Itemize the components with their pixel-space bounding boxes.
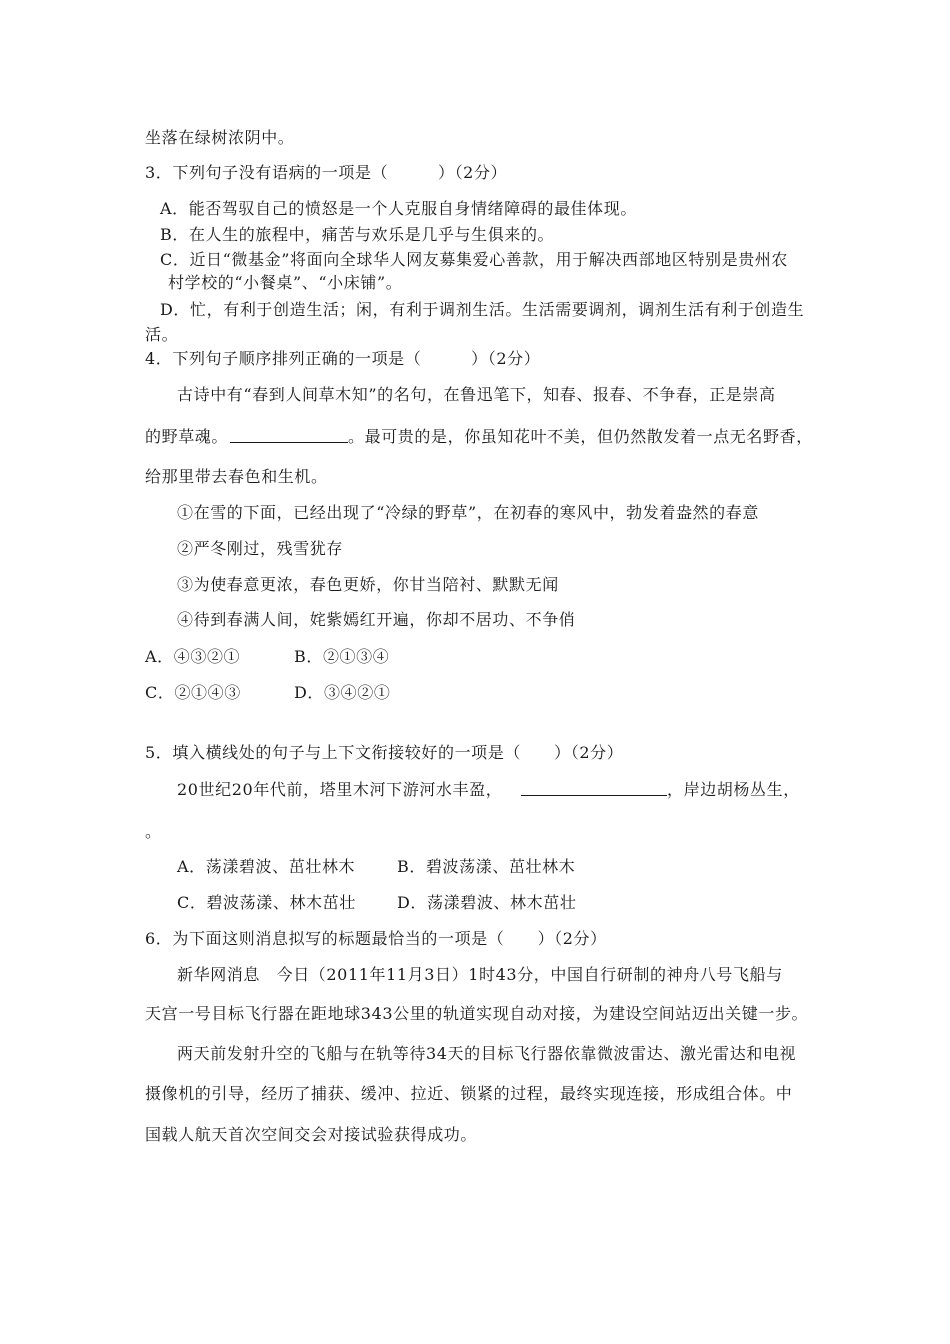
q5-option-b: B．碧波荡漾、茁壮林木 xyxy=(397,857,576,876)
q5-option-d: D．荡漾碧波、林木茁壮 xyxy=(397,893,577,912)
q6-stem: 6．为下面这则消息拟写的标题最恰当的一项是（ ）（2分） xyxy=(145,929,607,948)
q5-option-c: C．碧波荡漾、林木茁壮 xyxy=(177,893,356,912)
q6-passage-line3: 两天前发射升空的飞船与在轨等待34天的目标飞行器依靠微波雷达、激光雷达和电视 xyxy=(177,1044,797,1063)
q4-passage-line2-before: 的野草魂。 xyxy=(145,427,229,446)
q6-passage-line4: 摄像机的引导，经历了捕获、缓冲、拉近、锁紧的过程，最终实现连接，形成组合体。中 xyxy=(145,1084,793,1103)
q6-passage-line2: 天宫一号目标飞行器在距地球343公里的轨道实现自动对接，为建设空间站迈出关键一步。 xyxy=(145,1004,809,1023)
q5-passage-line1-after: ，岸边胡杨丛生， xyxy=(667,780,800,799)
q4-option-a: A．④③②① xyxy=(145,647,241,666)
intro-tail-text: 坐落在绿树浓阴中。 xyxy=(145,128,295,147)
q5-option-a: A．荡漾碧波、茁壮林木 xyxy=(177,857,356,876)
q5-passage-line2: 。 xyxy=(145,822,162,841)
q4-fill-blank[interactable] xyxy=(230,442,348,443)
q5-passage-line1-before: 20世纪20年代前，塔里木河下游河水丰盈， xyxy=(177,780,503,799)
q4-option-c: C．②①④③ xyxy=(145,683,241,702)
q4-passage-line1: 古诗中有“春到人间草木知”的名句，在鲁迅笔下，知春、报春、不争春，正是崇高 xyxy=(177,385,776,404)
q3-option-d-line1: D．忙，有利于创造生活；闲，有利于调剂生活。生活需要调剂，调剂生活有利于创造生 xyxy=(160,300,805,319)
q4-option-d: D．③④②① xyxy=(294,683,391,702)
q6-passage-line1: 新华网消息 今日（2011年11月3日）1时43分，中国自行研制的神舟八号飞船与 xyxy=(177,965,783,984)
q4-sentence-1: ①在雪的下面，已经出现了“冷绿的野草”，在初春的寒风中，勃发着盎然的春意 xyxy=(177,503,759,522)
q4-passage-line3: 给那里带去春色和生机。 xyxy=(145,467,328,486)
q3-option-c-line1: C．近日“微基金”将面向全球华人网友募集爱心善款，用于解决西部地区特别是贵州农 xyxy=(160,250,789,269)
q4-sentence-4: ④待到春满人间，姹紫嫣红开遍，你却不居功、不争俏 xyxy=(177,610,576,629)
q4-stem: 4．下列句子顺序排列正确的一项是（ ）（2分） xyxy=(145,349,541,368)
q6-passage-line5: 国载人航天首次空间交会对接试验获得成功。 xyxy=(145,1125,478,1144)
q4-sentence-3: ③为使春意更浓，春色更娇，你甘当陪衬、默默无闻 xyxy=(177,575,559,594)
q5-fill-blank[interactable] xyxy=(521,795,667,796)
q3-option-b: B．在人生的旅程中，痛苦与欢乐是几乎与生俱来的。 xyxy=(160,225,555,244)
q5-stem: 5．填入横线处的句子与上下文衔接较好的一项是（ ）（2分） xyxy=(145,743,624,762)
q3-option-d-line2: 活。 xyxy=(145,325,179,344)
q3-option-c-line2: 村学校的“小餐桌”、“小床铺”。 xyxy=(168,273,403,292)
q4-option-b: B．②①③④ xyxy=(294,647,390,666)
q4-sentence-2: ②严冬刚过，残雪犹存 xyxy=(177,539,344,558)
q3-option-a: A．能否驾驭自己的愤怒是一个人克服自身情绪障碍的最佳体现。 xyxy=(160,199,637,218)
q3-stem: 3．下列句子没有语病的一项是（ ）（2分） xyxy=(145,163,508,182)
q4-passage-line2-after: 。最可贵的是，你虽知花叶不美，但仍然散发着一点无名野香， xyxy=(348,427,813,446)
